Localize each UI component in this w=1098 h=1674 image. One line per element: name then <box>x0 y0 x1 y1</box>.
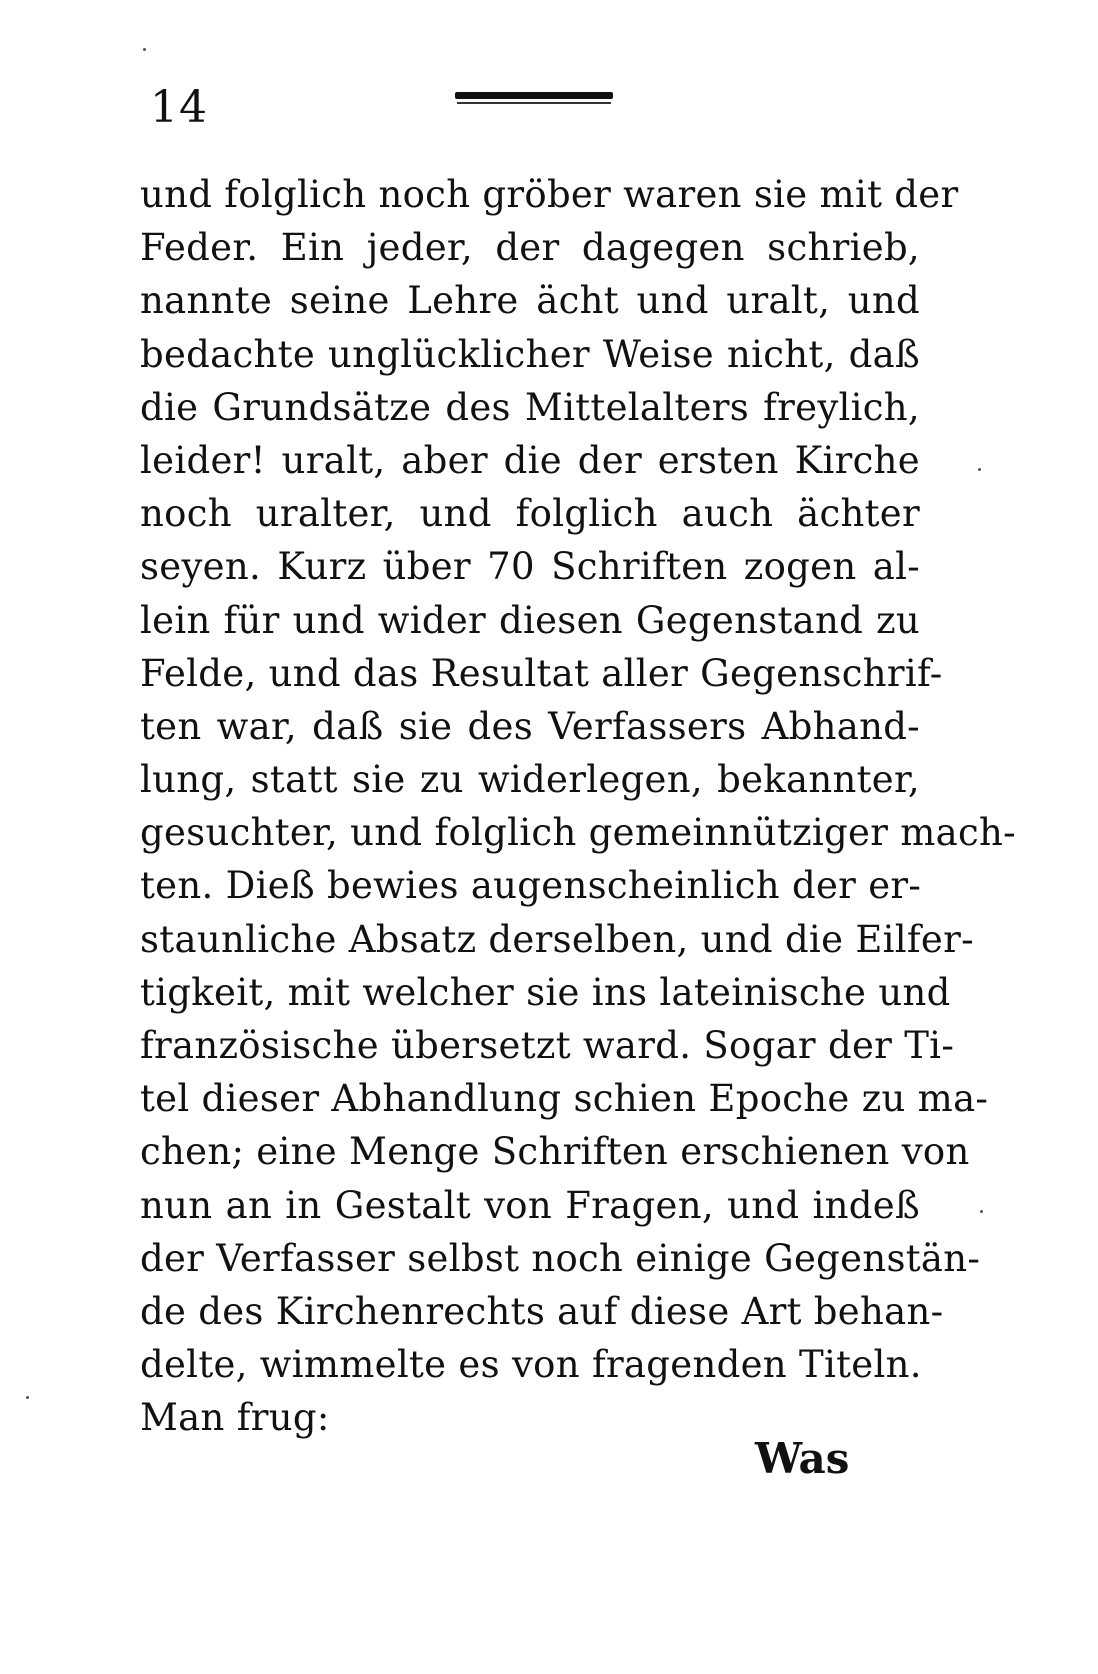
text-line: tel dieser Abhandlung schien Epoche zu ma- <box>140 1077 989 1121</box>
header-rule-bar <box>455 92 613 99</box>
text-line: seyen. Kurz über 70 Schriften zogen al- <box>140 545 920 589</box>
text-line: nannte seine Lehre ächt und uralt, und <box>140 279 920 323</box>
text-line: tigkeit, mit welcher sie ins lateinische und <box>140 970 951 1014</box>
text-line: Felde, und das Resultat aller Gegenschrif- <box>140 651 943 695</box>
text-line: lein für und wider diesen Gegenstand zu <box>140 598 920 642</box>
text-line: chen; eine Menge Schriften erschienen von <box>140 1130 970 1174</box>
header-rule-thin <box>457 102 611 104</box>
text-line: bedachte unglücklicher Weise nicht, daß <box>140 332 920 376</box>
body-text <box>140 168 1016 1445</box>
scan-speck <box>26 1396 29 1399</box>
catchword: Was <box>755 1434 850 1483</box>
text-line: leider! uralt, aber die der ersten Kirche <box>140 438 920 482</box>
page-number: 14 <box>150 82 208 133</box>
header-rule <box>455 88 613 110</box>
text-line: Man frug: <box>140 1396 330 1440</box>
scan-speck <box>980 1210 983 1213</box>
scan-speck <box>143 48 146 51</box>
text-line: ten war, daß sie des Verfassers Abhand- <box>140 704 920 748</box>
text-line: gesuchter, und folglich gemeinnütziger mach- <box>140 811 1016 855</box>
text-line: lung, statt sie zu widerlegen, bekannter, <box>140 758 920 802</box>
text-line: der Verfasser selbst noch einige Gegenstän- <box>140 1236 981 1280</box>
text-line: staunliche Absatz derselben, und die Eilfer- <box>140 917 974 961</box>
scan-speck <box>978 468 981 471</box>
text-line: nun an in Gestalt von Fragen, und indeß <box>140 1183 920 1227</box>
text-line: ten. Dieß bewies augenscheinlich der er- <box>140 864 922 908</box>
text-line: Feder. Ein jeder, der dagegen schrieb, <box>140 226 920 270</box>
text-line: delte, wimmelte es von fragenden Titeln. <box>140 1343 922 1387</box>
text-line: de des Kirchenrechts auf diese Art behan- <box>140 1289 944 1333</box>
text-line: französische übersetzt ward. Sogar der Ti- <box>140 1024 955 1067</box>
text-line: noch uralter, und folglich auch ächter <box>140 492 920 536</box>
text-line: die Grundsätze des Mittelalters freylich, <box>140 385 920 429</box>
text-line: und folglich noch gröber waren sie mit der <box>140 173 959 216</box>
